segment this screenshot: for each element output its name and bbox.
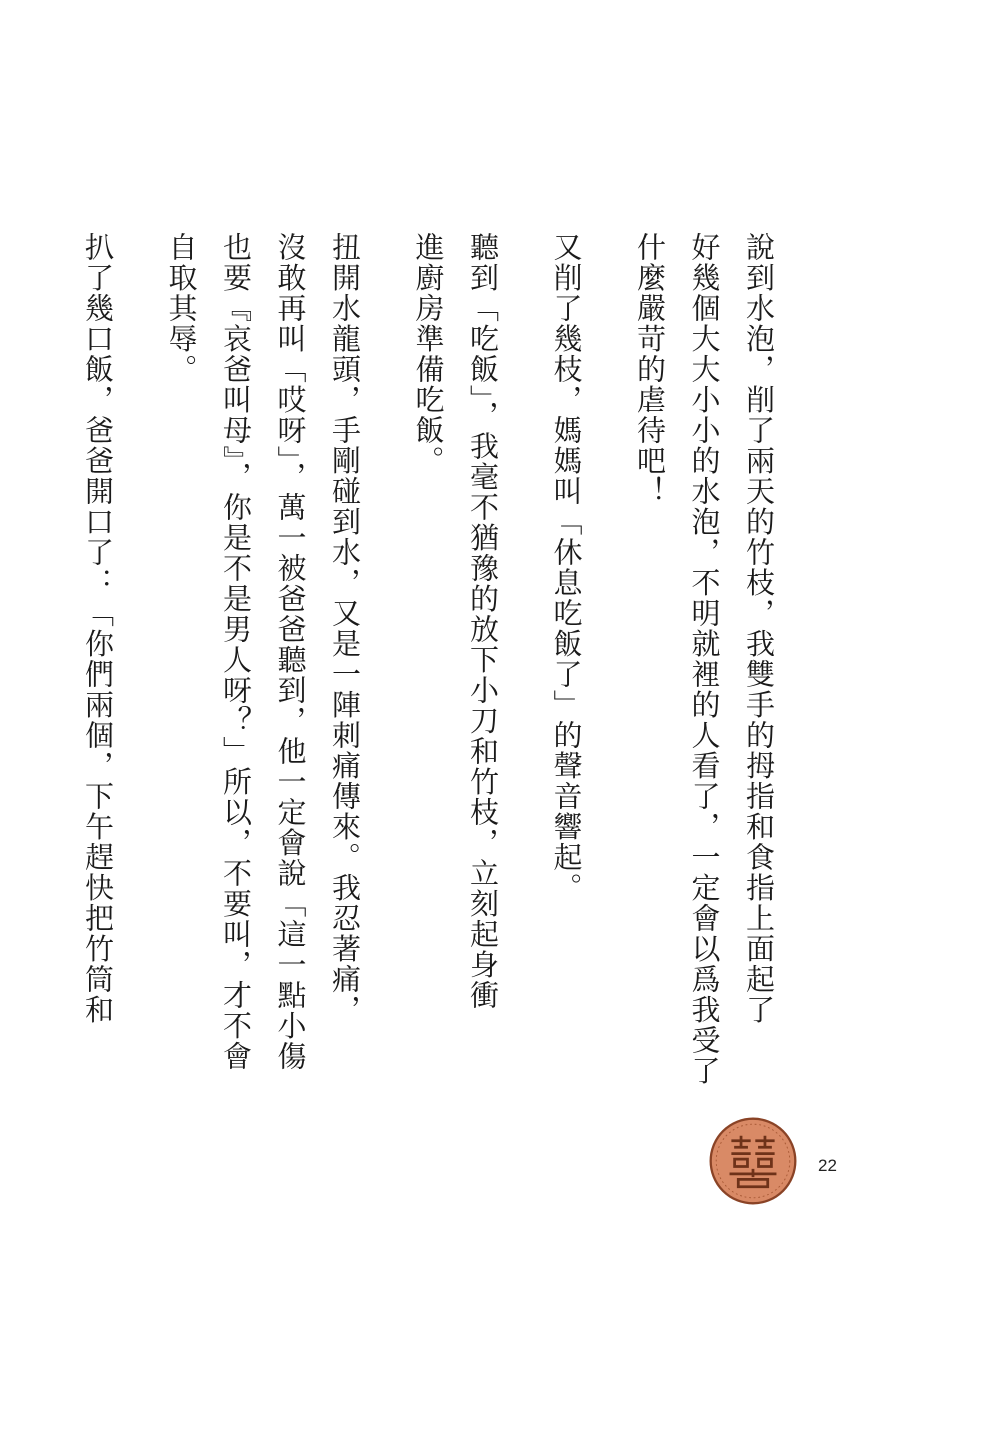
text-line: 自取其辱。 <box>164 232 199 385</box>
text-line: 什麼嚴苛的虐待吧！ <box>633 232 667 507</box>
text-line: 扭開水龍頭，手剛碰到水，又是一陣刺痛傳來。我忍著痛， <box>328 232 362 1025</box>
text-line: 進廚房準備吃飯。 <box>411 232 446 476</box>
text-line: 聽到「吃飯」，我毫不猶豫的放下小刀和竹枝，立刻起身衝 <box>466 232 500 1011</box>
text-line: 沒敢再叫「哎呀」，萬一被爸爸聽到，他一定會說「這一點小傷 <box>273 232 308 1072</box>
vertical-text-block <box>81 232 815 1086</box>
text-line: 扒了幾口飯，爸爸開口了：「你們兩個，下午趕快把竹筒和 <box>81 232 115 1025</box>
text-line: 說到水泡，削了兩天的竹枝，我雙手的拇指和食指上面起了 <box>742 232 776 1025</box>
text-line: 好幾個大大小小的水泡，不明就裡的人看了，一定會以爲我受了 <box>687 232 722 1086</box>
text-line: 又削了幾枝，媽媽叫「休息吃飯了」的聲音響起。 <box>549 232 584 903</box>
page-number: 22 <box>818 1156 837 1175</box>
round-double-happiness-cookie-icon <box>707 1115 799 1207</box>
text-line: 也要『哀爸叫母』，你是不是男人呀？」所以，不要叫，才不會 <box>219 232 253 1072</box>
